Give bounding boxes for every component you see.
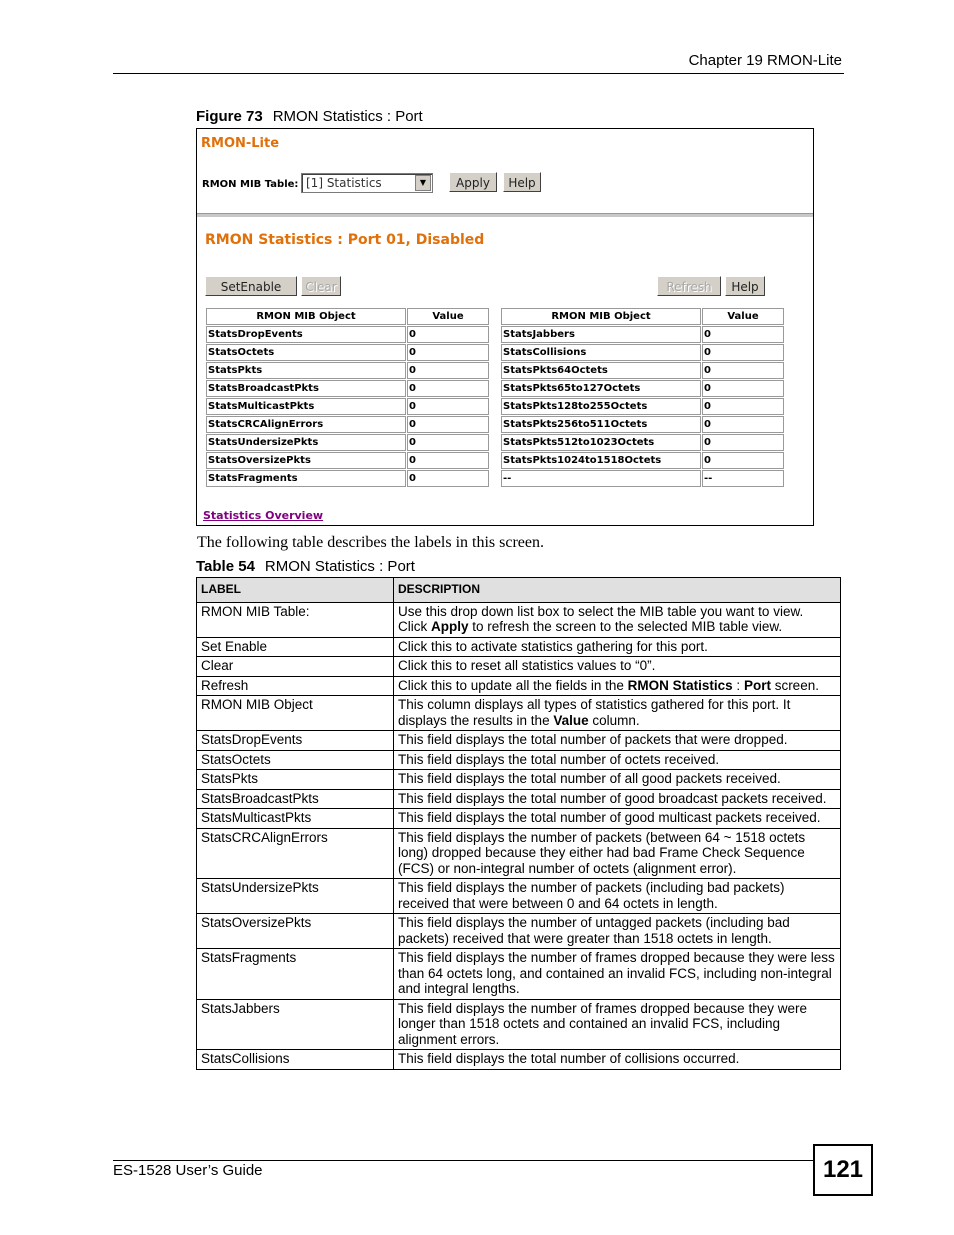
- description-text: This field displays the number of packets (between 64 ~ 1518 octets long) dropped because they either had bad Frame Check Sequence (FCS) or non-integral number of octets (alignment error).: [398, 829, 806, 876]
- label-cell: StatsJabbers: [197, 999, 394, 1050]
- apply-button[interactable]: Apply: [449, 172, 497, 192]
- set-enable-button[interactable]: SetEnable: [205, 276, 297, 296]
- description-cell: [394, 828, 841, 879]
- value-cell: 0: [407, 470, 489, 487]
- table-row: [206, 344, 489, 361]
- table-row: [197, 949, 841, 1000]
- col-object-header: RMON MIB Object: [501, 308, 701, 325]
- label-cell: StatsMulticastPkts: [197, 809, 394, 829]
- chapter-header: Chapter 19 RMON-Lite: [688, 52, 842, 69]
- table-row: [197, 696, 841, 731]
- value-cell: 0: [702, 344, 784, 361]
- description-cell: [394, 657, 841, 677]
- description-bold-text: Value: [553, 712, 589, 728]
- table-row: [197, 914, 841, 949]
- table-title: RMON Statistics : Port: [264, 558, 415, 575]
- description-cell: [394, 879, 841, 914]
- help-button[interactable]: Help: [503, 172, 541, 192]
- header-rule: [113, 73, 844, 74]
- value-cell: 0: [407, 416, 489, 433]
- value-cell: 0: [407, 452, 489, 469]
- app-title: RMON-Lite: [201, 136, 280, 151]
- description-text: This field displays the number of frames dropped because they were less than 64 octets long, and contained an invalid FCS, including non-integral and integral lengths.: [398, 950, 835, 996]
- description-text: This field displays the number of frames dropped because they were longer than 1518 octets and contained an invalid FCS, including alignment errors.: [398, 1000, 807, 1047]
- table-row: [501, 470, 784, 487]
- table-row: [206, 434, 489, 451]
- table-row: [197, 999, 841, 1050]
- object-cell: StatsBroadcastPkts: [206, 380, 406, 397]
- separator: [197, 213, 813, 217]
- description-header: DESCRIPTION: [394, 578, 841, 603]
- description-text: This column displays all types of statistics gathered for this port. It displays the results in the: [398, 697, 791, 728]
- object-cell: StatsUndersizePkts: [206, 434, 406, 451]
- table-row: [197, 602, 841, 637]
- value-cell: 0: [702, 416, 784, 433]
- label-cell: StatsCollisions: [197, 1050, 394, 1070]
- object-cell: StatsCollisions: [501, 344, 701, 361]
- description-text: This field displays the total number of packets that were dropped.: [398, 732, 788, 747]
- description-text: Click this to reset all statistics values to “0”.: [398, 658, 656, 673]
- value-cell: --: [702, 470, 784, 487]
- object-cell: StatsMulticastPkts: [206, 398, 406, 415]
- description-text: This field displays the total number of octets received.: [398, 751, 720, 767]
- table-row: [197, 657, 841, 677]
- description-text: This field displays the number of packets (including bad packets) received that were between 0 and 64 octets in length.: [398, 880, 785, 911]
- table-row: [197, 809, 841, 829]
- object-cell: StatsPkts64Octets: [501, 362, 701, 379]
- description-bold-text: Apply: [431, 619, 469, 634]
- chevron-down-icon[interactable]: ▼: [415, 175, 431, 191]
- col-object-header: RMON MIB Object: [206, 308, 406, 325]
- label-cell: StatsFragments: [197, 949, 394, 1000]
- description-text: :: [732, 677, 744, 693]
- table-row: [197, 676, 841, 696]
- value-cell: 0: [407, 380, 489, 397]
- table-row: [197, 879, 841, 914]
- object-cell: StatsPkts: [206, 362, 406, 379]
- object-cell: StatsJabbers: [501, 326, 701, 343]
- table-row: [206, 326, 489, 343]
- description-bold-text: RMON Statistics: [627, 677, 733, 693]
- description-cell: [394, 750, 841, 770]
- table-row: [197, 1050, 841, 1070]
- intro-text: The following table describes the labels in this screen.: [197, 534, 545, 551]
- description-text: This field displays the total number of all good packets received.: [398, 771, 781, 786]
- object-cell: --: [501, 470, 701, 487]
- help2-button[interactable]: Help: [725, 276, 765, 296]
- figure-caption: [196, 108, 423, 125]
- table-row: [197, 750, 841, 770]
- table-row: [197, 789, 841, 809]
- value-cell: 0: [702, 362, 784, 379]
- description-cell: [394, 999, 841, 1050]
- label-cell: Set Enable: [197, 637, 394, 657]
- stats-table-left: [205, 307, 490, 488]
- value-cell: 0: [702, 434, 784, 451]
- description-text: This field displays the total number of good multicast packets received.: [398, 810, 821, 825]
- description-cell: [394, 789, 841, 809]
- statistics-overview-link[interactable]: Statistics Overview: [203, 509, 324, 522]
- mib-table-label: RMON MIB Table:: [202, 179, 299, 190]
- description-cell: [394, 602, 841, 637]
- table-row: [206, 416, 489, 433]
- description-cell: [394, 696, 841, 731]
- object-cell: StatsOversizePkts: [206, 452, 406, 469]
- table-row: [501, 326, 784, 343]
- refresh-button[interactable]: Refresh: [657, 276, 721, 296]
- label-cell: Refresh: [197, 676, 394, 696]
- description-cell: [394, 731, 841, 751]
- description-text: Click this to activate statistics gathering for this port.: [398, 638, 708, 654]
- label-cell: StatsUndersizePkts: [197, 879, 394, 914]
- table-row: [206, 452, 489, 469]
- rmon-screenshot: [196, 128, 814, 526]
- table-row: [501, 362, 784, 379]
- description-text: screen.: [770, 677, 819, 693]
- value-cell: 0: [407, 344, 489, 361]
- description-text: This field displays the total number of good broadcast packets received.: [398, 790, 827, 806]
- figure-title: RMON Statistics : Port: [272, 108, 423, 125]
- object-cell: StatsCRCAlignErrors: [206, 416, 406, 433]
- table-row: [197, 731, 841, 751]
- table-row: [206, 470, 489, 487]
- description-bold-text: Port: [743, 677, 771, 693]
- object-cell: StatsPkts1024to1518Octets: [501, 452, 701, 469]
- description-text: column.: [588, 712, 640, 728]
- table-row: [206, 362, 489, 379]
- table-row: [206, 380, 489, 397]
- label-cell: Clear: [197, 657, 394, 677]
- value-cell: 0: [407, 362, 489, 379]
- label-cell: StatsCRCAlignErrors: [197, 828, 394, 879]
- object-cell: StatsOctets: [206, 344, 406, 361]
- object-cell: StatsFragments: [206, 470, 406, 487]
- description-cell: [394, 770, 841, 790]
- table-row: [501, 380, 784, 397]
- description-cell: [394, 914, 841, 949]
- value-cell: 0: [702, 398, 784, 415]
- description-text: Click this to update all the fields in the: [398, 677, 628, 693]
- value-cell: 0: [407, 398, 489, 415]
- table-row: [197, 637, 841, 657]
- value-cell: 0: [407, 326, 489, 343]
- table-row: [501, 344, 784, 361]
- value-cell: 0: [702, 326, 784, 343]
- table-row: [206, 398, 489, 415]
- description-text: to refresh the screen to the selected MIB table view.: [468, 619, 783, 634]
- value-cell: 0: [702, 452, 784, 469]
- description-cell: [394, 949, 841, 1000]
- table-row: [197, 828, 841, 879]
- label-cell: StatsPkts: [197, 770, 394, 790]
- col-value-header: Value: [407, 308, 489, 325]
- clear-button[interactable]: Clear: [301, 276, 341, 296]
- description-cell: [394, 1050, 841, 1070]
- description-cell: [394, 637, 841, 657]
- label-header: LABEL: [197, 578, 394, 603]
- description-text: This field displays the number of untagged packets (including bad packets) received that were greater than 1518 octets in length.: [398, 915, 790, 946]
- label-cell: StatsOctets: [197, 750, 394, 770]
- table-row: [501, 416, 784, 433]
- guide-title: ES-1528 User’s Guide: [113, 1162, 263, 1179]
- table-row: [197, 770, 841, 790]
- description-text: This field displays the total number of collisions occurred.: [398, 1051, 740, 1066]
- table-caption: [196, 558, 415, 575]
- description-cell: [394, 809, 841, 829]
- label-cell: RMON MIB Table:: [197, 602, 394, 637]
- footer-rule: [113, 1160, 813, 1161]
- stats-title: RMON Statistics : Port 01, Disabled: [205, 232, 485, 248]
- table-label: Table 54: [196, 558, 255, 575]
- label-cell: RMON MIB Object: [197, 696, 394, 731]
- col-value-header: Value: [702, 308, 784, 325]
- object-cell: StatsPkts65to127Octets: [501, 380, 701, 397]
- mib-table-select[interactable]: [301, 173, 433, 193]
- mib-table-value: [1] Statistics: [306, 176, 382, 190]
- object-cell: StatsDropEvents: [206, 326, 406, 343]
- label-cell: StatsDropEvents: [197, 731, 394, 751]
- object-cell: StatsPkts256to511Octets: [501, 416, 701, 433]
- object-cell: StatsPkts128to255Octets: [501, 398, 701, 415]
- table-row: [501, 398, 784, 415]
- label-cell: StatsBroadcastPkts: [197, 789, 394, 809]
- table-row: [501, 434, 784, 451]
- value-cell: 0: [702, 380, 784, 397]
- description-text: Use this drop down list box to select the MIB table you want to view. Click: [398, 603, 804, 634]
- description-cell: [394, 676, 841, 696]
- page-number: 121: [813, 1144, 873, 1196]
- description-table: [196, 577, 841, 1070]
- table-row: [501, 452, 784, 469]
- stats-table-right: [500, 307, 785, 488]
- label-cell: StatsOversizePkts: [197, 914, 394, 949]
- figure-label: Figure 73: [196, 108, 263, 125]
- object-cell: StatsPkts512to1023Octets: [501, 434, 701, 451]
- value-cell: 0: [407, 434, 489, 451]
